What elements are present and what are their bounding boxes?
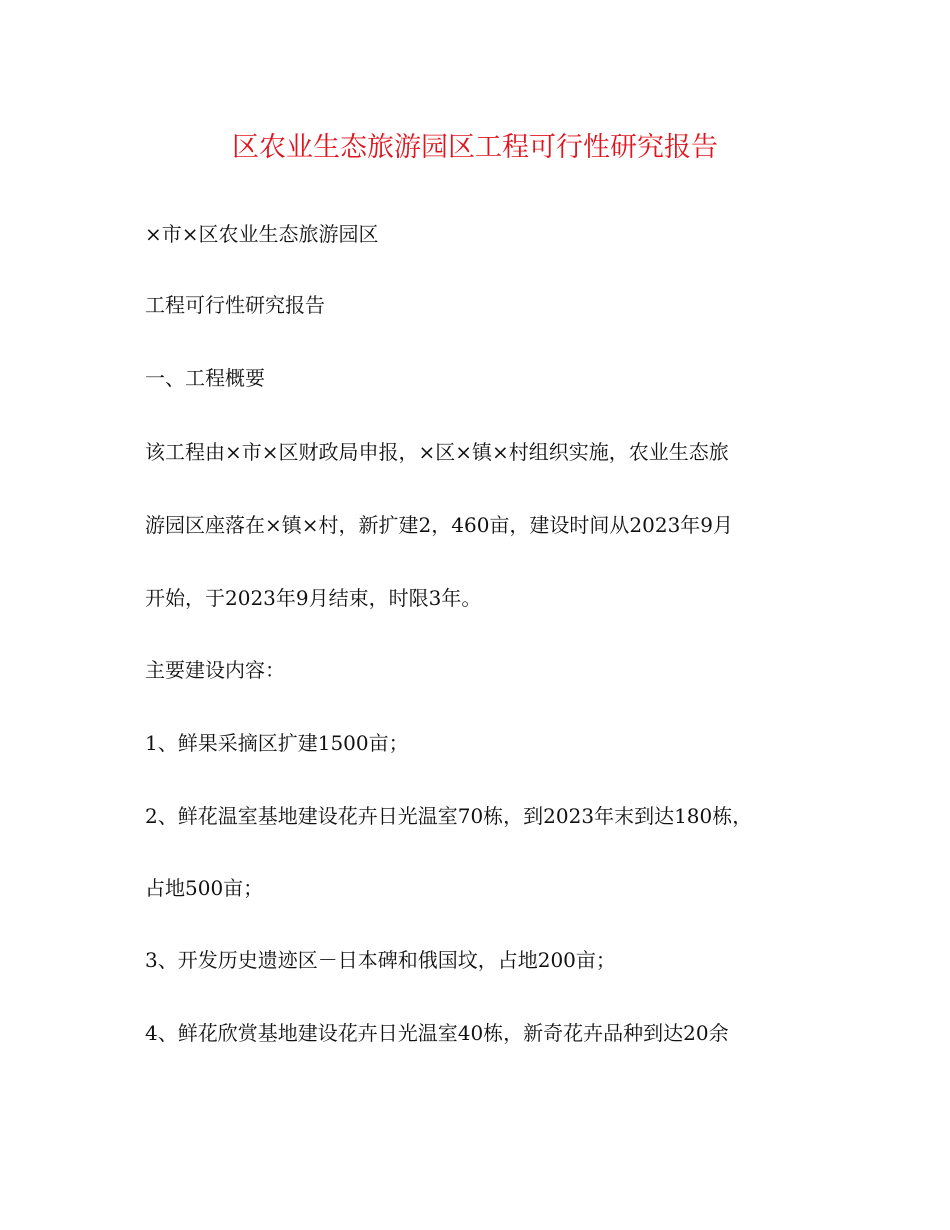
paragraph-line-2: 游园区座落在×镇×村，新扩建2，460亩，建设时间从2023年9月 (145, 513, 734, 537)
text-line-subtitle-2: 工程可行性研究报告 (145, 293, 325, 317)
list-item-1: 1、鲜果采摘区扩建1500亩； (145, 731, 409, 755)
section-heading-overview: 一、工程概要 (145, 366, 265, 390)
list-item-2-continued: 占地500亩； (145, 876, 264, 900)
list-item-4: 4、鲜花欣赏基地建设花卉日光温室40栋，新奇花卉品种到达20余 (145, 1021, 729, 1045)
paragraph-line-1: 该工程由×市×区财政局申报，×区×镇×村组织实施，农业生态旅 (145, 440, 729, 464)
text-line-subtitle-1: ×市×区农业生态旅游园区 (145, 222, 379, 246)
subheading-main-content: 主要建设内容： (145, 658, 285, 682)
document-title: 区农业生态旅游园区工程可行性研究报告 (232, 132, 718, 163)
list-item-2: 2、鲜花温室基地建设花卉日光温室70栋，到2023年末到达180栋， (145, 804, 753, 828)
list-item-3: 3、开发历史遗迹区－日本碑和俄国坟，占地200亩； (145, 948, 616, 972)
paragraph-line-3: 开始，于2023年9月结束，时限3年。 (145, 586, 482, 610)
